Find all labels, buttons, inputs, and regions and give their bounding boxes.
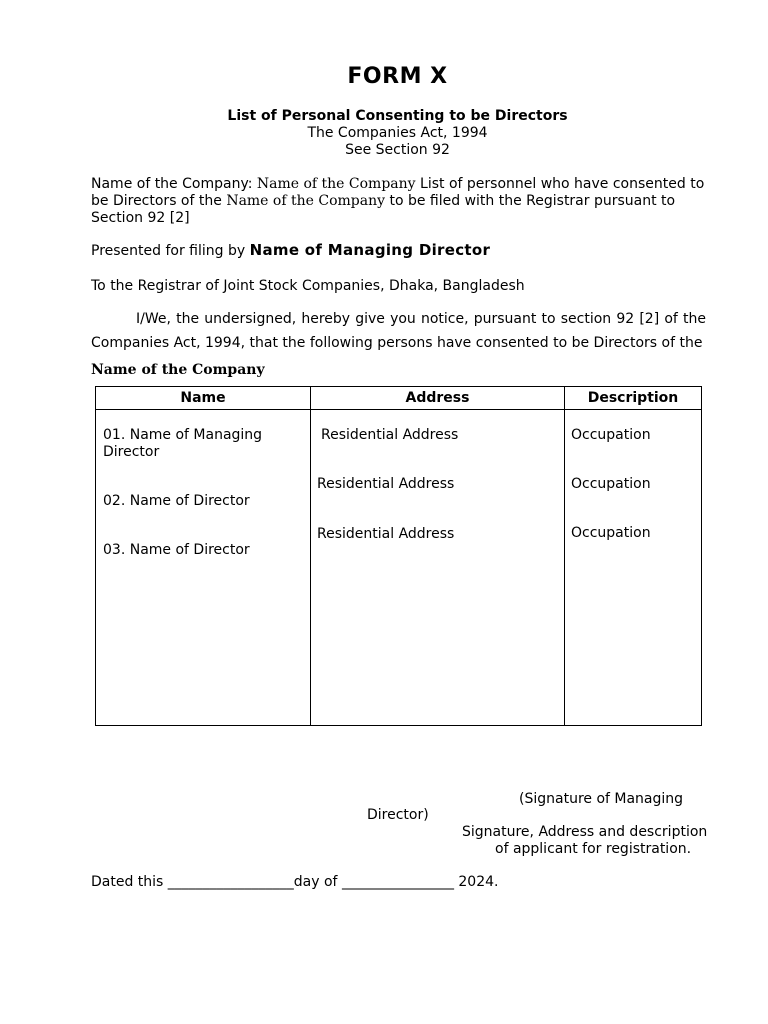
managing-director-name: Name of Managing Director [249,241,491,259]
dated-line: Dated this __________________day of ________________ 2024. [91,874,499,890]
company-suffix: to be filed with the Registrar pursuant to Section 92 [2] [91,193,676,226]
column-header-address: Address [311,387,565,410]
name-column [96,410,311,726]
company-paragraph [91,176,706,227]
directors-table [95,386,702,726]
director-address-1: Residential Address [321,427,459,443]
company-prefix: Name of the Company: [91,176,257,192]
presented-prefix: Presented for filing by [91,243,250,259]
table-body-row [96,410,702,726]
director-description-2: Occupation [571,476,651,492]
director-description-1: Occupation [571,427,651,443]
director-name-1: 01. Name of Managing Director [103,427,263,460]
director-name-3: 03. Name of Director [103,542,250,558]
signature-caption-line-3: Signature, Address and description [462,824,708,840]
company-name-field: Name of the Company [226,193,386,209]
act-line: The Companies Act, 1994 [307,125,488,141]
company-middle: List of personnel who have consented to be Directors of the [91,176,705,209]
signature-caption-line-1: (Signature of Managing [519,791,684,807]
presented-line [91,242,706,260]
signature-caption-line-4: of applicant for registration. [495,841,692,857]
section-line: See Section 92 [345,142,450,158]
table-header-row [96,387,702,410]
director-description-3: Occupation [571,525,651,541]
director-address-3: Residential Address [317,526,455,542]
signature-caption-line-2: Director) [367,807,429,823]
company-name-field: Name of the Company [256,176,416,192]
registrar-line: To the Registrar of Joint Stock Companies, Dhaka, Bangladesh [91,278,525,294]
address-column [311,410,565,726]
form-title: FORM X [347,64,448,89]
form-subtitle: List of Personal Consenting to be Directors [227,108,568,124]
notice-paragraph: I/We, the undersigned, hereby give you notice, pursuant to section 92 [2] of the Companies Act, 1994, that the following persons have consented to be Directors of the [91,311,706,351]
director-address-2: Residential Address [317,476,455,492]
director-name-2: 02. Name of Director [103,493,250,509]
column-header-name: Name [96,387,311,410]
column-header-description: Description [565,387,702,410]
description-column [565,410,702,726]
company-heading: Name of the Company [91,362,265,378]
